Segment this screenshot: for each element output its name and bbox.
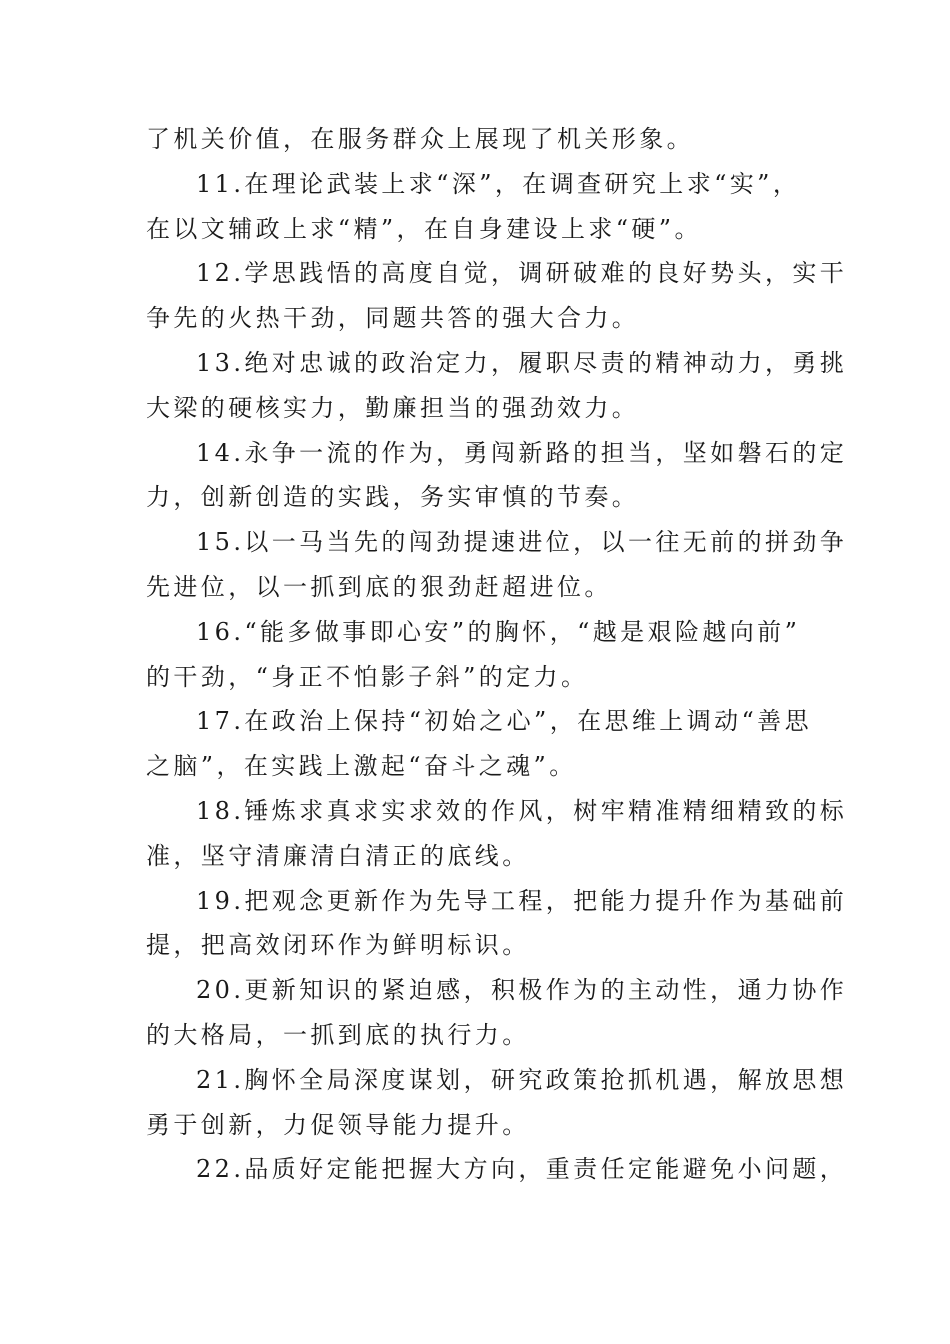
text-line: 了机关价值，在服务群众上展现了机关形象。 <box>146 125 694 153</box>
list-item-line: 12.学思践悟的高度自觉，调研破难的良好势头，实干 <box>196 259 848 288</box>
text-line: 在以文辅政上求“精”，在自身建设上求“硬”。 <box>146 214 702 243</box>
list-item-line: 22.品质好定能把握大方向，重责任定能避免小问题， <box>196 1155 848 1184</box>
text-line: 先进位，以一抓到底的狠劲赶超进位。 <box>146 572 612 601</box>
list-item-line: 21.胸怀全局深度谋划，研究政策抢抓机遇，解放思想 <box>196 1065 848 1094</box>
list-item-line: 11.在理论武装上求“深”，在调查研究上求“实”， <box>196 169 801 198</box>
text-line: 大梁的硬核实力，勤廉担当的强劲效力。 <box>146 393 640 422</box>
list-item-line: 17.在政治上保持“初始之心”，在思维上调动“善思 <box>196 707 812 736</box>
text-line: 提，把高效闭环作为鲜明标识。 <box>146 931 530 960</box>
list-item-line: 19.把观念更新作为先导工程，把能力提升作为基础前 <box>196 886 848 915</box>
list-item-line: 16.“能多做事即心安”的胸怀，“越是艰险越向前” <box>196 617 801 646</box>
text-line: 的大格局，一抓到底的执行力。 <box>146 1020 530 1049</box>
list-item-line: 15.以一马当先的闯劲提速进位，以一往无前的拼劲争 <box>196 528 848 557</box>
list-item-line: 14.永争一流的作为，勇闯新路的担当，坚如磐石的定 <box>196 438 848 467</box>
text-line: 准，坚守清廉清白清正的底线。 <box>146 841 530 870</box>
list-item-line: 18.锤炼求真求实求效的作风，树牢精准精细精致的标 <box>196 796 848 825</box>
text-line: 勇于创新，力促领导能力提升。 <box>146 1110 530 1139</box>
text-line: 争先的火热干劲，同题共答的强大合力。 <box>146 304 640 333</box>
list-item-line: 20.更新知识的紧迫感，积极作为的主动性，通力协作 <box>196 976 848 1005</box>
text-line: 的干劲，“身正不怕影子斜”的定力。 <box>146 662 589 691</box>
list-item-line: 13.绝对忠诚的政治定力，履职尽责的精神动力，勇挑 <box>196 348 848 377</box>
text-line: 力，创新创造的实践，务实审慎的节奏。 <box>146 483 640 512</box>
text-line: 之脑”，在实践上激起“奋斗之魂”。 <box>146 752 577 781</box>
body-text <box>146 117 848 1192</box>
